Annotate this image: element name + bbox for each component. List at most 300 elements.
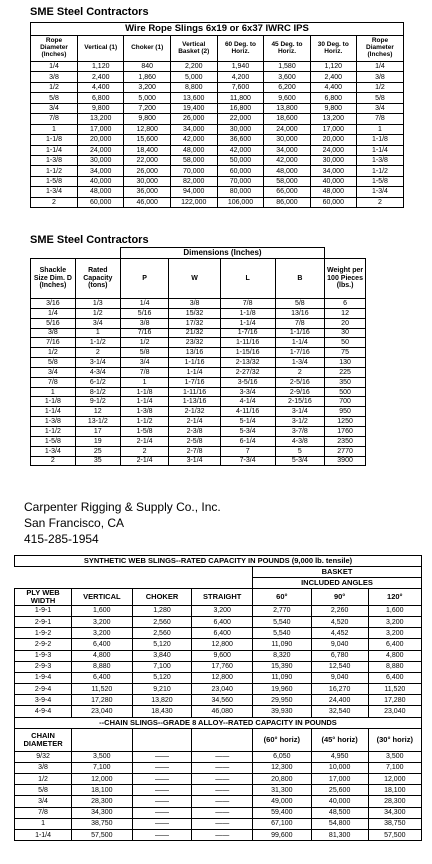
table-cell: 13,200 (78, 114, 124, 124)
table-cell: 3/8 (31, 328, 76, 338)
table-cell: 58,000 (170, 155, 217, 165)
table-cell: 22,000 (124, 155, 170, 165)
table-cell: 2-9-2 (15, 639, 72, 650)
table-cell: 18,400 (124, 145, 170, 155)
wire-rope-title: Wire Rope Slings 6x19 or 6x37 IWRC IPS (31, 23, 404, 36)
table-row (31, 197, 404, 207)
table-cell: 3/4 (75, 318, 120, 328)
table-cell: 19,960 (252, 684, 311, 695)
table-cell: 1/4 (31, 308, 76, 318)
table-cell: 48,000 (78, 187, 124, 197)
table-row (15, 762, 422, 773)
table-cell: 21/32 (169, 328, 220, 338)
table-cell: 13,600 (170, 93, 217, 103)
table-cell: 1/2 (356, 82, 403, 92)
table-cell: 70,000 (217, 176, 264, 186)
table-row (15, 818, 422, 829)
table-cell: 6,400 (192, 616, 253, 627)
table-cell: 1-1/4 (220, 318, 275, 328)
table-cell: 4,800 (368, 650, 421, 661)
table-cell: 3,600 (264, 72, 310, 82)
table-cell: 1,580 (264, 62, 310, 72)
table-cell: 11,090 (252, 672, 311, 683)
table-cell: 18,600 (264, 114, 310, 124)
wire-rope-col-header: Vertical Basket (2) (170, 36, 217, 62)
dash-cell: —— (192, 774, 253, 785)
table-cell: 9,600 (192, 650, 253, 661)
table-row (31, 377, 366, 387)
table-row (15, 639, 422, 650)
table-cell: 3/4 (31, 103, 78, 113)
table-cell: 54,800 (311, 818, 368, 829)
table-cell: 4,452 (311, 628, 368, 639)
table-cell: 18,100 (368, 785, 421, 796)
table-cell: 25,600 (311, 785, 368, 796)
carpenter-phone: 415-285-1954 (24, 532, 99, 546)
table-row (31, 387, 366, 397)
table-cell: 3,200 (124, 82, 170, 92)
table-row (15, 796, 422, 807)
table-cell: 24,000 (78, 145, 124, 155)
table-cell: 34,300 (368, 807, 421, 818)
dash-cell: —— (132, 829, 192, 840)
table-cell: 60,000 (78, 197, 124, 207)
table-cell: 7/16 (31, 338, 76, 348)
table-cell: 16,270 (311, 684, 368, 695)
table-row (15, 706, 422, 717)
table-cell: 12,000 (368, 774, 421, 785)
table-cell: 28,300 (72, 796, 132, 807)
table-cell: 4-1/4 (220, 397, 275, 407)
table-cell: 9,800 (124, 114, 170, 124)
table-cell: 34,000 (170, 124, 217, 134)
dash-cell: —— (132, 796, 192, 807)
table-row (31, 456, 366, 466)
table-cell: 26,000 (124, 166, 170, 176)
table-cell: 42,000 (170, 135, 217, 145)
table-cell: 2-27/32 (220, 367, 275, 377)
table-cell: 30 (325, 328, 366, 338)
table-cell: 1-9-4 (15, 672, 72, 683)
sling-col-header: PLY WEB WIDTH (15, 589, 72, 606)
table-cell: 12,300 (252, 762, 311, 773)
chain-title: --CHAIN SLINGS--GRADE 8 ALLOY--RATED CAPACITY IN POUNDS (15, 717, 422, 728)
table-cell: 106,000 (217, 197, 264, 207)
table-cell: 6,800 (310, 93, 356, 103)
table-row (31, 114, 404, 124)
table-cell: 7-3/4 (220, 456, 275, 466)
table-cell: 38,750 (72, 818, 132, 829)
table-cell: 1-5/8 (31, 436, 76, 446)
table-row (15, 605, 422, 616)
table-cell: 82,000 (170, 176, 217, 186)
table-cell: 2,200 (170, 62, 217, 72)
table-cell: 17,000 (78, 124, 124, 134)
table-cell: 1-1/16 (169, 358, 220, 368)
table-cell: 1-3/8 (31, 417, 76, 427)
table-cell: 2-5/16 (275, 377, 325, 387)
table-cell: 32,540 (311, 706, 368, 717)
included-angles-header: INCLUDED ANGLES (252, 578, 421, 589)
table-cell: 1-1/4 (275, 338, 325, 348)
table-cell: 2-7/8 (169, 446, 220, 456)
table-cell: 15/32 (169, 308, 220, 318)
table-row (31, 318, 366, 328)
table-cell: 2 (120, 446, 169, 456)
table-cell: 34,000 (78, 166, 124, 176)
table-cell: 5-3/4 (220, 426, 275, 436)
table-cell: 2,400 (78, 72, 124, 82)
table-cell: 6-1/2 (75, 377, 120, 387)
table-cell: 4,520 (311, 616, 368, 627)
table-cell: 9,210 (132, 684, 192, 695)
table-cell: 3/8 (15, 762, 72, 773)
table-cell: 7/8 (31, 114, 78, 124)
dash-cell: —— (192, 762, 253, 773)
table-cell: 30,000 (264, 135, 310, 145)
table-row (31, 166, 404, 176)
table-row (15, 807, 422, 818)
table-cell: 17,000 (310, 124, 356, 134)
table-cell: 13,800 (264, 103, 310, 113)
table-cell: 1 (75, 328, 120, 338)
shackle-col-header: Weight per 100 Pieces (lbs.) (325, 259, 366, 299)
table-row (15, 661, 422, 672)
table-cell: 30,000 (124, 176, 170, 186)
dash-cell: —— (192, 818, 253, 829)
table-row (31, 358, 366, 368)
table-cell: 60,000 (310, 197, 356, 207)
table-cell: 24,400 (311, 695, 368, 706)
table-cell: 2 (356, 197, 403, 207)
table-row (31, 308, 366, 318)
table-cell: 13/16 (275, 308, 325, 318)
table-cell: 11,520 (368, 684, 421, 695)
table-row (15, 628, 422, 639)
table-row (15, 829, 422, 840)
table-cell: 13-1/2 (75, 417, 120, 427)
table-cell: 7,100 (132, 661, 192, 672)
table-cell: 3-1/2 (275, 417, 325, 427)
table-cell: 34,000 (264, 145, 310, 155)
table-cell: 24,000 (310, 145, 356, 155)
table-cell: 7,100 (72, 762, 132, 773)
table-cell: 13,200 (310, 114, 356, 124)
table-cell: 60,000 (217, 166, 264, 176)
carpenter-city: San Francisco, CA (24, 516, 125, 530)
table-cell: 15,600 (124, 135, 170, 145)
table-cell: 3,200 (368, 616, 421, 627)
table-cell: 6,400 (368, 672, 421, 683)
table-cell: 7/8 (31, 377, 76, 387)
table-cell: 1-1/4 (120, 397, 169, 407)
table-cell: 9-1/2 (75, 397, 120, 407)
table-row (15, 616, 422, 627)
table-cell: 46,080 (192, 706, 253, 717)
table-cell: 1/2 (75, 308, 120, 318)
table-cell: 3/8 (31, 72, 78, 82)
wire-rope-col-header: Rope Diameter (Inches) (356, 36, 403, 62)
table-cell: 67,100 (252, 818, 311, 829)
table-cell: 36,000 (124, 187, 170, 197)
table-cell: 2-9-4 (15, 684, 72, 695)
table-cell: 11,090 (252, 639, 311, 650)
table-cell: 1250 (325, 417, 366, 427)
table-cell: 225 (325, 367, 366, 377)
table-cell: 1-5/8 (31, 176, 78, 186)
table-cell: 2 (75, 348, 120, 358)
table-cell: 1-1/8 (31, 135, 78, 145)
table-cell: 19 (75, 436, 120, 446)
table-cell: 1-3/4 (356, 187, 403, 197)
table-cell: 2 (275, 367, 325, 377)
sling-col-header: STRAIGHT (192, 589, 253, 606)
table-cell: 1/2 (31, 348, 76, 358)
table-cell: 1-1/2 (31, 426, 76, 436)
table-row (15, 672, 422, 683)
carpenter-name: Carpenter Rigging & Supply Co., Inc. (24, 500, 221, 514)
table-cell: 1-9-3 (15, 650, 72, 661)
table-cell: 1-15/16 (220, 348, 275, 358)
table-cell: 9,800 (310, 103, 356, 113)
table-cell: 1/2 (31, 82, 78, 92)
table-cell: 1-7/16 (275, 348, 325, 358)
table-cell: 11,800 (217, 93, 264, 103)
table-cell: 13/16 (169, 348, 220, 358)
table-cell: 2-1/32 (169, 407, 220, 417)
chain-60-header: (60° horiz) (252, 728, 311, 751)
table-cell: 1-3/8 (120, 407, 169, 417)
table-cell: 5/16 (31, 318, 76, 328)
table-cell: 17,760 (192, 661, 253, 672)
table-cell: 8,880 (72, 661, 132, 672)
table-cell: 9/32 (15, 751, 72, 762)
table-cell: 9,600 (264, 93, 310, 103)
table-cell: 5/8 (275, 299, 325, 309)
table-cell: 1-1/8 (31, 397, 76, 407)
table-cell: 3,200 (368, 628, 421, 639)
table-cell: 7/16 (120, 328, 169, 338)
table-cell: 81,300 (311, 829, 368, 840)
table-cell: 4-9-4 (15, 706, 72, 717)
table-cell: 5/8 (31, 358, 76, 368)
table-cell: 7/8 (120, 367, 169, 377)
table-cell: 11,520 (72, 684, 132, 695)
table-cell: 2,400 (310, 72, 356, 82)
table-cell: 38,750 (368, 818, 421, 829)
table-cell: 950 (325, 407, 366, 417)
table-cell: 3/4 (356, 103, 403, 113)
table-row (15, 774, 422, 785)
table-cell: 2-13/32 (220, 358, 275, 368)
table-cell: 3900 (325, 456, 366, 466)
basket-header: BASKET (252, 567, 421, 578)
table-cell: 1-5/8 (356, 176, 403, 186)
table-cell: 70,000 (170, 166, 217, 176)
wire-rope-col-header: 45 Deg. to Horiz. (264, 36, 310, 62)
sling-col-header: CHOKER (132, 589, 192, 606)
shackle-col-header: W (169, 259, 220, 299)
table-cell: 6 (325, 299, 366, 309)
wire-rope-table (30, 22, 404, 208)
table-cell: 18,100 (72, 785, 132, 796)
table-cell: 12,800 (124, 124, 170, 134)
table-cell: 2350 (325, 436, 366, 446)
table-row (31, 299, 366, 309)
table-cell: 48,000 (310, 187, 356, 197)
table-cell: 20,000 (310, 135, 356, 145)
sling-col-header: 90° (311, 589, 368, 606)
sling-col-header: 60° (252, 589, 311, 606)
table-cell: 8-1/2 (75, 387, 120, 397)
table-row (31, 155, 404, 165)
table-cell: 8,320 (252, 650, 311, 661)
table-cell: 1-1/4 (169, 367, 220, 377)
table-cell: 1/4 (356, 62, 403, 72)
table-cell: 700 (325, 397, 366, 407)
table-cell: 1-1/4 (356, 145, 403, 155)
table-cell: 58,000 (264, 176, 310, 186)
table-cell: 6,400 (72, 639, 132, 650)
table-row (31, 124, 404, 134)
table-row (31, 426, 366, 436)
table-cell: 2-1/4 (120, 436, 169, 446)
table-cell: 34,300 (72, 807, 132, 818)
table-row (31, 446, 366, 456)
table-cell: 59,400 (252, 807, 311, 818)
table-cell: 12,800 (192, 639, 253, 650)
table-cell: 40,000 (78, 176, 124, 186)
table-cell: 1,940 (217, 62, 264, 72)
table-row (31, 436, 366, 446)
table-cell: 1 (15, 818, 72, 829)
table-cell: 23,040 (368, 706, 421, 717)
synthetic-title: SYNTHETIC WEB SLINGS--RATED CAPACITY IN POUNDS (9,000 lb. tensile) (15, 556, 422, 567)
table-row (31, 72, 404, 82)
table-row (31, 145, 404, 155)
table-cell: 6,800 (78, 93, 124, 103)
carpenter-info (24, 499, 221, 547)
table-cell: 3,200 (192, 605, 253, 616)
table-cell: 2-1/4 (169, 417, 220, 427)
table-cell: 12,800 (192, 672, 253, 683)
table-cell: 57,500 (368, 829, 421, 840)
table-cell: 5/8 (15, 785, 72, 796)
table-cell: 8,800 (170, 82, 217, 92)
table-cell: 1-7/16 (220, 328, 275, 338)
table-cell: 3,840 (132, 650, 192, 661)
table-row (31, 93, 404, 103)
table-cell: 12,540 (311, 661, 368, 672)
section2-company: SME Steel Contractors (30, 234, 149, 246)
table-cell: 16,800 (217, 103, 264, 113)
table-cell: 7,600 (217, 82, 264, 92)
table-cell: 2-5/8 (169, 436, 220, 446)
table-row (31, 338, 366, 348)
table-row (31, 348, 366, 358)
table-cell: 3/8 (356, 72, 403, 82)
table-cell: 500 (325, 387, 366, 397)
table-cell: 1,860 (124, 72, 170, 82)
table-cell: 2-1/4 (120, 456, 169, 466)
table-cell: 2 (31, 197, 78, 207)
table-row (31, 417, 366, 427)
table-cell: 5/8 (356, 93, 403, 103)
table-cell: 350 (325, 377, 366, 387)
table-cell: 3,500 (72, 751, 132, 762)
table-cell: 5,000 (124, 93, 170, 103)
table-cell: 1,600 (368, 605, 421, 616)
dash-cell: —— (192, 796, 253, 807)
table-cell: 29,950 (252, 695, 311, 706)
table-row (15, 684, 422, 695)
table-cell: 1-1/8 (356, 135, 403, 145)
table-cell: 1-1/8 (220, 308, 275, 318)
table-cell: 30,000 (310, 155, 356, 165)
table-cell: 1 (31, 124, 78, 134)
table-cell: 34,000 (310, 166, 356, 176)
table-cell: 1-3/8 (31, 155, 78, 165)
table-cell: 3,500 (368, 751, 421, 762)
table-cell: 20 (325, 318, 366, 328)
dash-cell: —— (132, 751, 192, 762)
table-cell: 18,430 (132, 706, 192, 717)
table-cell: 36,600 (217, 135, 264, 145)
table-cell: 7/8 (15, 807, 72, 818)
table-cell: 6,400 (72, 672, 132, 683)
table-cell: 57,500 (72, 829, 132, 840)
table-cell: 840 (124, 62, 170, 72)
table-cell: 2-9-3 (15, 661, 72, 672)
table-cell: 17,000 (311, 774, 368, 785)
table-cell: 1/2 (120, 338, 169, 348)
table-row (31, 176, 404, 186)
table-cell: 4,400 (78, 82, 124, 92)
table-cell: 1,120 (310, 62, 356, 72)
table-cell: 30,000 (78, 155, 124, 165)
table-cell: 26,000 (170, 114, 217, 124)
shackle-table (30, 247, 366, 466)
table-cell: 2-15/16 (275, 397, 325, 407)
table-cell: 3/8 (120, 318, 169, 328)
table-cell: 6,400 (192, 628, 253, 639)
table-cell: 7,200 (124, 103, 170, 113)
table-cell: 23,040 (72, 706, 132, 717)
table-cell: 12 (75, 407, 120, 417)
table-row (31, 82, 404, 92)
table-cell: 20,800 (252, 774, 311, 785)
table-cell: 5,540 (252, 616, 311, 627)
table-cell: 1-3/4 (275, 358, 325, 368)
table-cell: 10,000 (311, 762, 368, 773)
table-cell: 1-1/4 (31, 145, 78, 155)
table-cell: 3-3/4 (220, 387, 275, 397)
dash-cell: —— (132, 818, 192, 829)
table-row (15, 650, 422, 661)
shackle-col-header: L (220, 259, 275, 299)
table-cell: 17,280 (368, 695, 421, 706)
table-cell: 8,880 (368, 661, 421, 672)
table-cell: 1-3/8 (356, 155, 403, 165)
table-row (15, 751, 422, 762)
table-cell: 3/4 (120, 358, 169, 368)
chain-diameter-header: CHAIN DIAMETER (15, 728, 72, 751)
wire-rope-col-header: Rope Diameter (Inches) (31, 36, 78, 62)
table-cell: 1-11/16 (220, 338, 275, 348)
table-row (31, 407, 366, 417)
chain-30-header: (30° horiz) (368, 728, 421, 751)
table-cell: 1-7/16 (169, 377, 220, 387)
